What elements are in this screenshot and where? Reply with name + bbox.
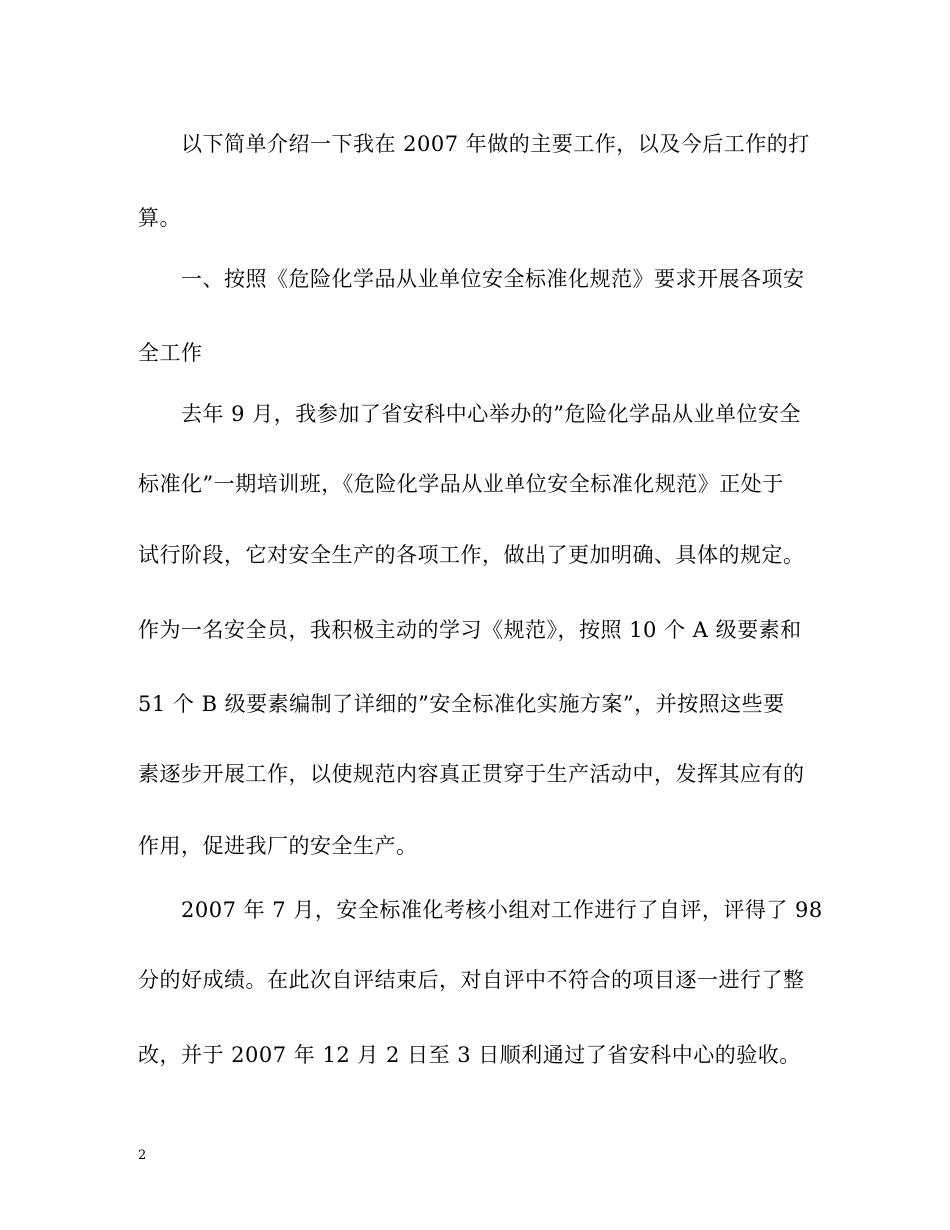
page-number: 2: [138, 1148, 147, 1163]
paragraph-line: 作用，促进我厂的安全生产。: [138, 834, 418, 858]
paragraph-line: 素逐步开展工作，以使规范内容真正贯穿于生产活动中，发挥其应有的: [138, 762, 805, 786]
paragraph-line: 以下简单介绍一下我在 2007 年做的主要工作，以及今后工作的打: [181, 132, 810, 156]
section-heading-line: 一、按照《危险化学品从业单位安全标准化规范》要求开展各项安: [181, 267, 805, 291]
paragraph-line: 算。: [138, 206, 181, 230]
paragraph-line: 2007 年 7 月，安全标准化考核小组对工作进行了自评，评得了 98: [181, 898, 823, 922]
paragraph-line: 作为一名安全员，我积极主动的学习《规范》，按照 10 个 A 级要素和: [138, 618, 802, 642]
paragraph-line: 试行阶段，它对安全生产的各项工作，做出了更加明确、具体的规定。: [138, 543, 805, 567]
paragraph-line: 改，并于 2007 年 12 月 2 日至 3 日顺利通过了省安科中心的验收。: [138, 1043, 801, 1067]
paragraph-line: 标准化”一期培训班，《危险化学品从业单位安全标准化规范》正处于: [138, 472, 784, 496]
paragraph-line: 51 个 B 级要素编制了详细的”安全标准化实施方案”，并按照这些要: [138, 692, 785, 716]
paragraph-line: 去年 9 月，我参加了省安科中心举办的”危险化学品从业单位安全: [181, 402, 801, 426]
paragraph-line: 分的好成绩。在此次自评结束后，对自评中不符合的项目逐一进行了整: [138, 968, 805, 992]
section-heading-line: 全工作: [138, 341, 203, 365]
